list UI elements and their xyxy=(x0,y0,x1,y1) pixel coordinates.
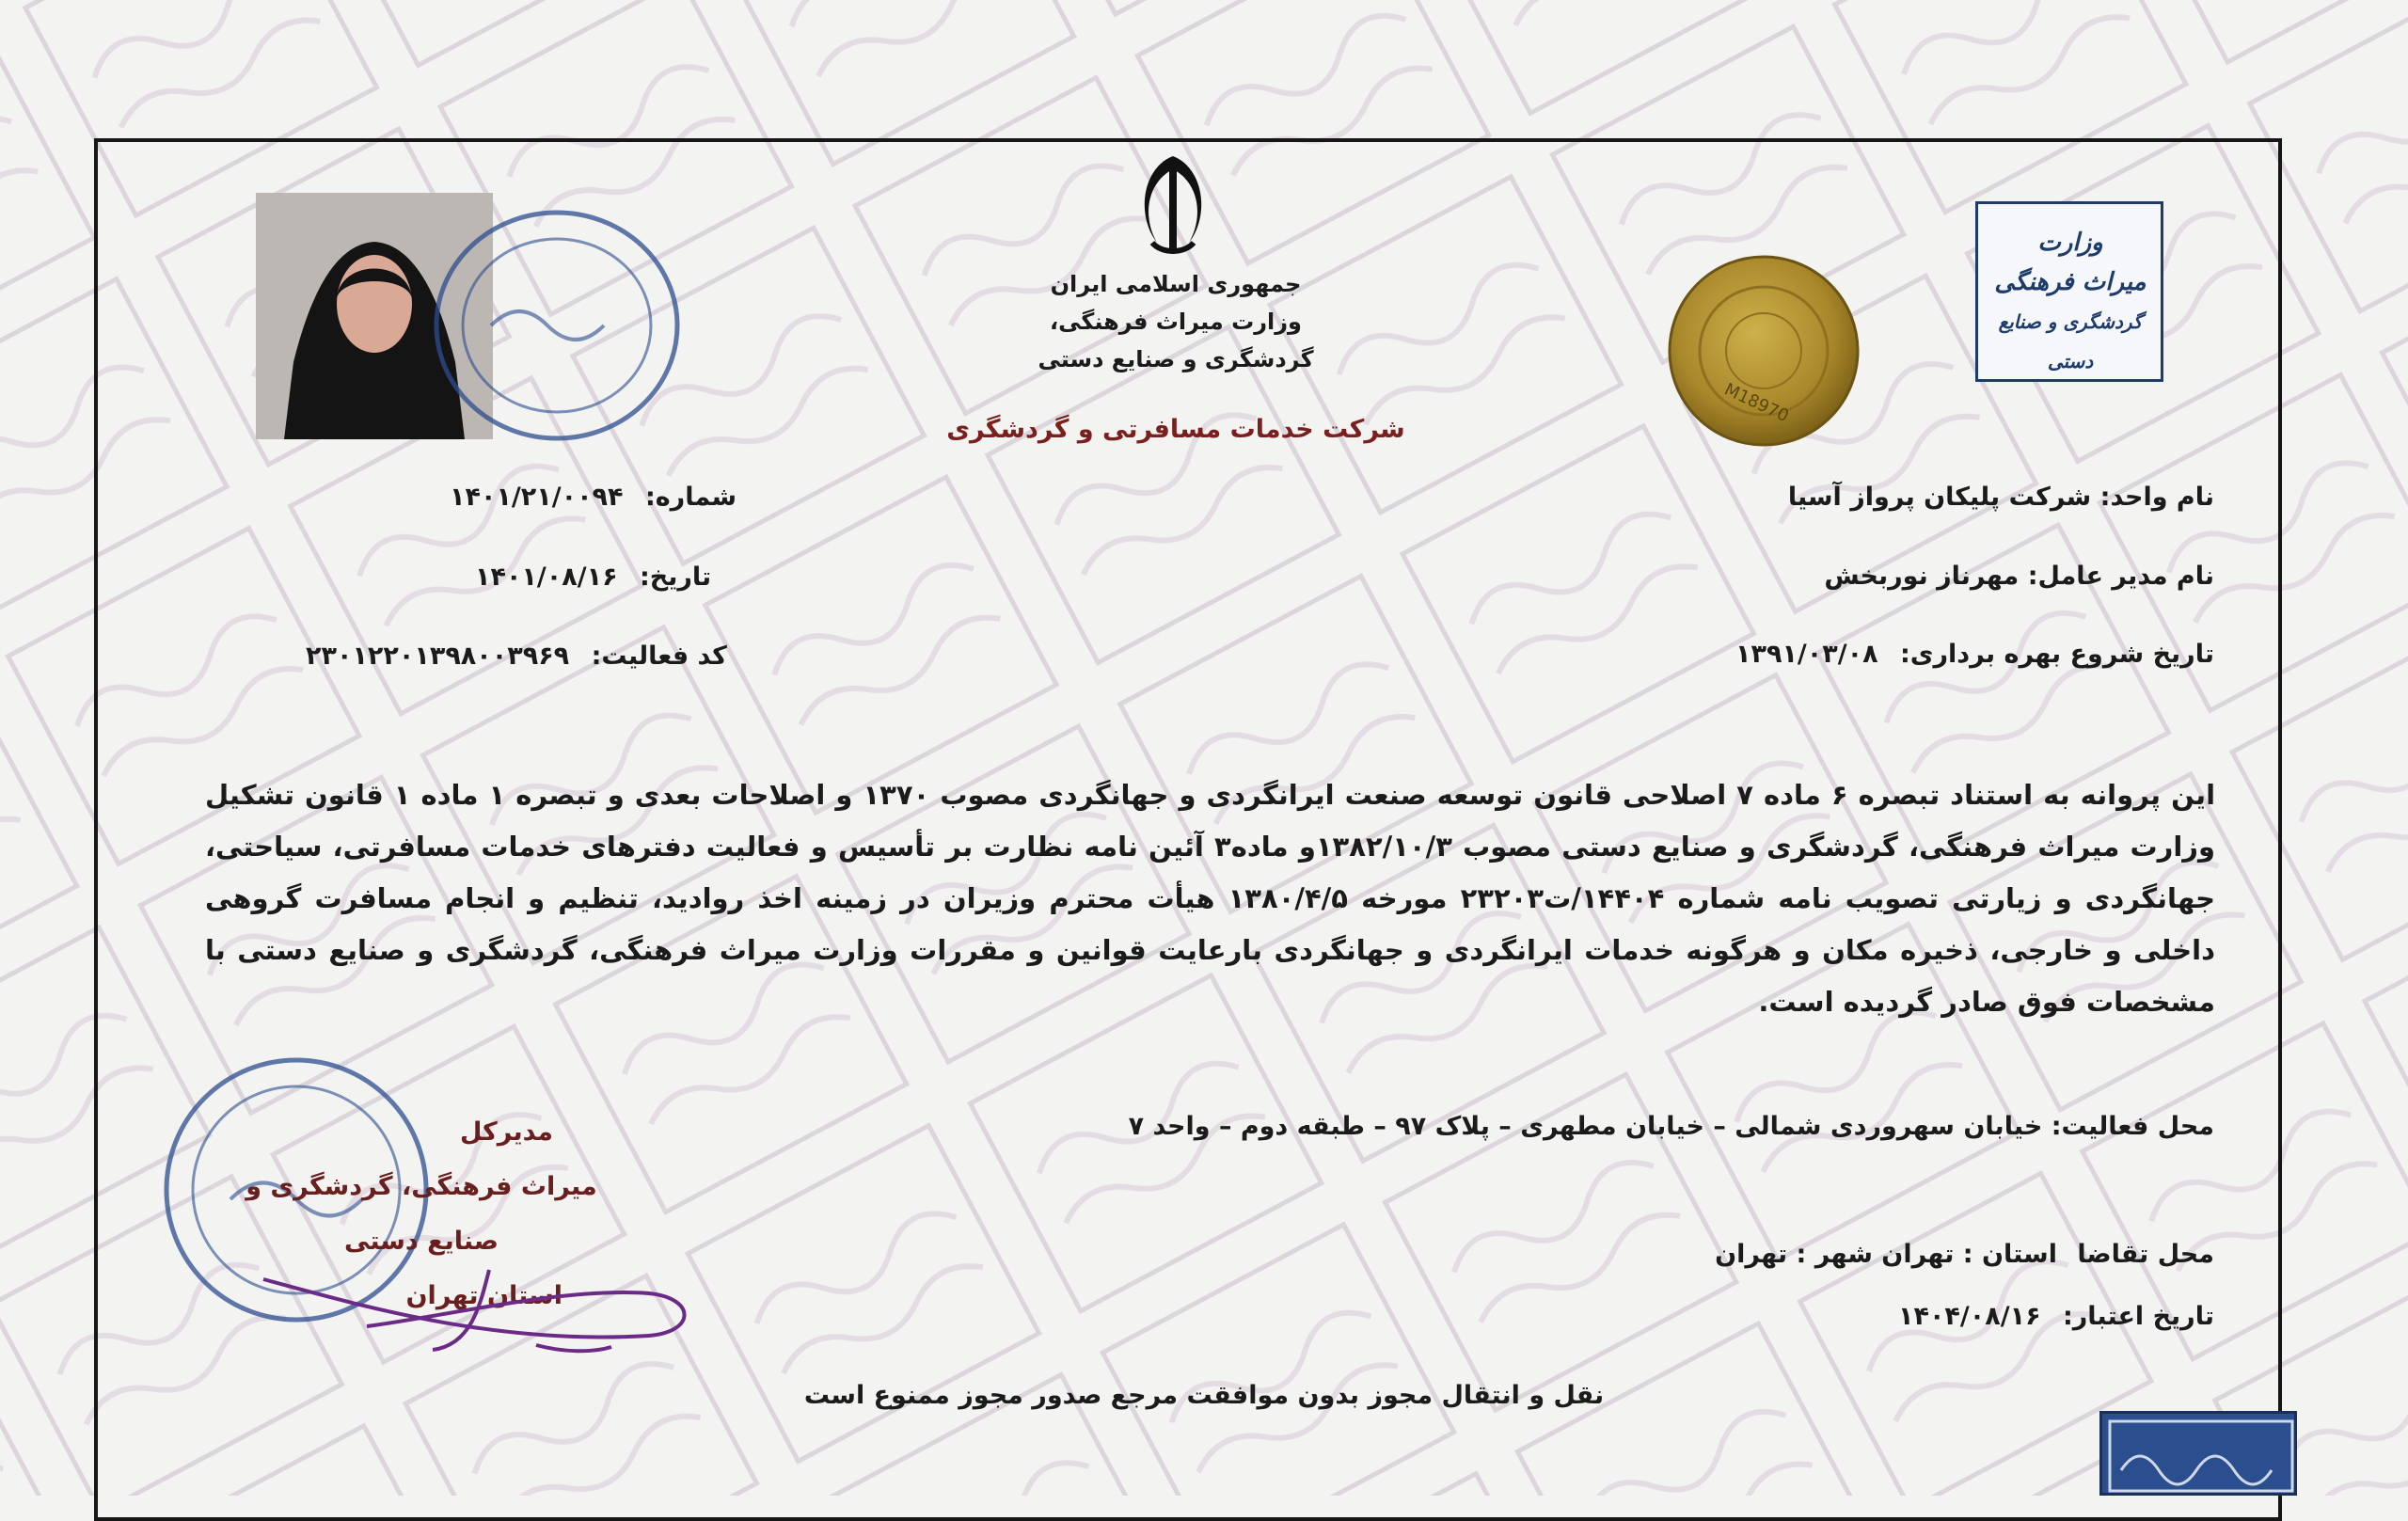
validity-date-label: تاریخ اعتبار: xyxy=(2062,1302,2214,1331)
hologram-code: M18970 xyxy=(1720,379,1792,427)
ministry-logo xyxy=(1975,201,2163,382)
revenue-stamp xyxy=(2099,1411,2297,1496)
director-org: میراث فرهنگی، گردشگری و صنایع دستی xyxy=(246,1172,597,1256)
hologram-seal xyxy=(1665,252,1862,450)
activity-code-label: کد فعالیت: xyxy=(591,642,727,671)
validity-date-value: ۱۴۰۴/۰۸/۱۶ xyxy=(1897,1302,2041,1331)
ministry-logo-line2: میراث فرهنگی xyxy=(1994,268,2147,296)
number-value: ۱۴۰۱/۲۱/۰۰۹۴ xyxy=(450,483,624,512)
iran-emblem-icon xyxy=(1115,149,1232,260)
license-body-text: این پروانه به استناد تبصره ۶ ماده ۷ اصلاحی قانون توسعه صنعت ایرانگردی و جهانگردی مصوب ۱۳۷۰ و اصلاحات بعدی و تبصره ۱ ماده ۱ قانون تشکیل وزارت میراث فرهنگی، گردشگری و صنایع دستی مصوب ۱۳۸۲/۱۰/۳و ماده۳ آئین نامه نظارت بر تأسیس و فعالیت دفترهای خدمات مسافرتی، سیاحتی، جهانگردی و زیارتی تصویب نامه شماره ۱۴۴۰۴/ت۲۳۲۰۳ مورخه ۱۳۸۰/۴/۵ هیأت محترم وزیران در زمینه اخذ روادید، تنظیم و انجام مسافرت گروهی داخلی و خارجی، ذخیره مکان و هرگونه خدمات ایرانگردی و جهانگردی بارعایت قوانین و مقررات وزارت میراث فرهنگی، گردشگری و صنایع دستی با مشخصات فوق صادر گردیده است. xyxy=(205,779,2216,1018)
request-location-field xyxy=(1715,1240,2214,1269)
number-field xyxy=(450,483,737,512)
ministry-name: وزارت میراث فرهنگی، گردشگری و صنایع دستی xyxy=(1038,309,1314,372)
official-stamp-top xyxy=(369,184,687,457)
ministry-logo-line1: وزارت xyxy=(2037,229,2103,257)
date-value: ۱۴۰۱/۰۸/۱۶ xyxy=(475,562,618,592)
start-date-label: تاریخ شروع بهره برداری: xyxy=(1899,640,2214,669)
director-title: مدیرکل xyxy=(459,1117,553,1147)
transfer-prohibition-note: نقل و انتقال مجوز بدون موافقت مرجع صدور مجوز ممنوع است xyxy=(803,1381,1605,1410)
government-header xyxy=(997,265,1354,378)
date-field xyxy=(475,562,711,592)
unit-name-value: شرکت پلیکان پرواز آسیا xyxy=(1787,483,2092,512)
number-label: شماره: xyxy=(644,483,737,512)
activity-code-value: ۲۳۰۱۲۲۰۱۳۹۸۰۰۳۹۶۹ xyxy=(306,642,570,671)
manager-value: مهرناز نوربخش xyxy=(1824,562,2020,591)
director-province: استان تهران xyxy=(405,1281,562,1310)
start-date-value: ۱۳۹۱/۰۳/۰۸ xyxy=(1735,640,1878,669)
company-type-title: شرکت خدمات مسافرتی و گردشگری xyxy=(946,415,1405,444)
start-date-field xyxy=(1735,640,2214,669)
unit-name-field xyxy=(1788,483,2214,512)
request-location-value: استان : تهران شهر : تهران xyxy=(1715,1240,2057,1269)
unit-name-label: نام واحد: xyxy=(2099,483,2214,512)
validity-date-field xyxy=(1898,1302,2214,1331)
activity-code-field xyxy=(306,642,727,671)
ministry-logo-line3: گردشگری و صنایع دستی xyxy=(1998,310,2143,372)
activity-location-field xyxy=(1129,1112,2214,1141)
date-label: تاریخ: xyxy=(639,562,712,592)
director-signature xyxy=(254,1242,705,1355)
manager-field xyxy=(1824,562,2214,591)
request-location-label: محل تقاضا xyxy=(2077,1240,2214,1269)
activity-location-value: خیابان سهروردی شمالی – خیابان مطهری – پلاک ۹۷ – طبقه دوم – واحد ۷ xyxy=(1128,1112,2043,1141)
country-name: جمهوری اسلامی ایران xyxy=(1050,271,1302,297)
manager-label: نام مدیر عامل: xyxy=(2027,562,2214,591)
activity-location-label: محل فعالیت: xyxy=(2051,1112,2214,1141)
